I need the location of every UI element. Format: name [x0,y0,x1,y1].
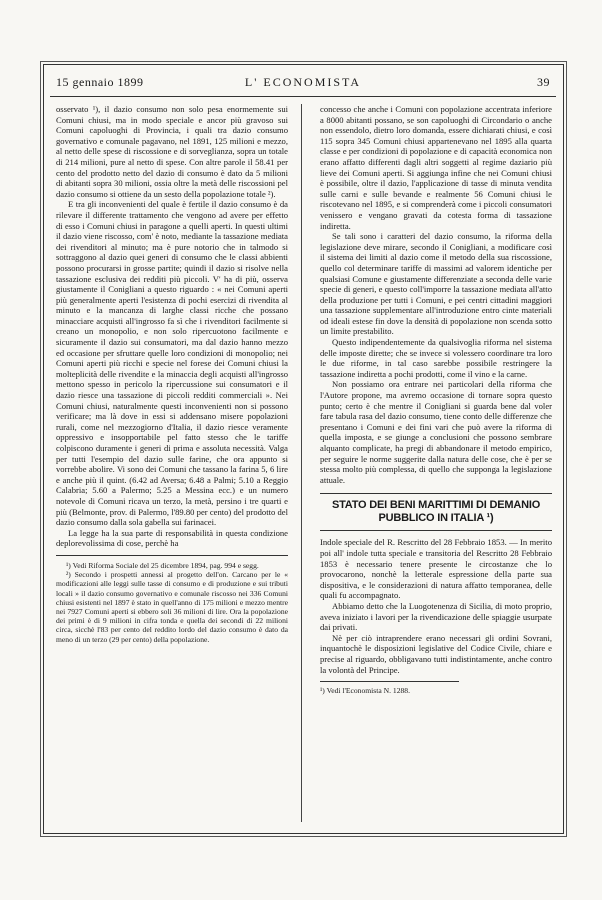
page-header [56,75,550,93]
left-paragraph: osservato ¹), il dazio consumo non solo pesa enormemente sui Comuni chiusi, ma in modo speciale e ancor più gravoso sui Comuni capoluoghi di Provincia, i quali tra dazio consumo governativo e comunale pagavano, nel 1891, 125 milioni e mezzo, al netto delle spese di riscossione e di sorveglianza, sopra un totale di 214 milioni, pure al netto di spese. Con altre parole il 58.41 per cento del prodotto netto del dazio di consumo è dato da 5 milioni di abitanti sopra 30 milioni, ossia oltre la metà delle riscossioni pel dazio consumo si ottiene da un sesto della popolazione totale ²). [56,104,288,199]
right-footnote: ¹) Vedi l'Economista N. 1288. [320,681,459,695]
right-paragraph: concesso che anche i Comuni con popolazione accentrata inferiore a 8000 abitanti possano, se son capoluoghi di Circondario o anche non essendolo, dietro loro domanda, essere dichiarati chiusi, e così 115 sopra 345 Comuni chiusi appartenevano nel 1895 alla quarta classe e per condizioni di popolazione e di capacità economica non erano affatto differenti dagli altri soggetti al regime daziario più lieve dei Comuni aperti. Si aggiunga infine che nei Comuni chiusi è possibile, oltre il dazio, l'applicazione di tasse di minuta vendita sulle carni e sulle bevande e realmente 56 Comuni chiusi le riscotevano nel 1895, e si comprenderà come i piccoli consumatori venissero e vengano gravati da cotesta forma di tassazione indiretta. [320,104,552,231]
left-paragraph: E tra gli inconvenienti del quale è fertile il dazio consumo è da rilevare il differente trattamento che vengono ad avere per effetto di esso i Comuni chiusi in paragone a quelli aperti. In questi ultimi il dazio viene riscosso, com' è noto, mediante la tassazione mediata dei rivenditori al minuto; ma è pure notorio che in talmodo si sottraggono al dazio quei generi di consumo che le classi abbienti possono procurarsi in grosse partite; quindi il dazio si risolve nella tassazione esclusiva dei redditi più piccoli. V' ha di più, osserva giustamente il Conigliani a questo riguardo : « nei Comuni aperti più generalmente aperti l'esistenza di pochi esercizi di rivendita al minuto e la mancanza di larghe classi ricche che possano minacciare acquisti all'ingrosso fa sì che i rivenditori facilmente si creano un monopolio, e non solo ripercuotono facilmente e sicuramente il dazio sui consumatori, ma dal dazio hanno mezzo ed occasione per sfruttare quelle loro condizioni di monopolio; nei Comuni aperti più ricchi e specie nel forese dei Comuni chiusi la molteplicità delle rivendite e la minaccia degli acquisti all'ingrosso mettono spesso in pericolo la ripercussione sui consumatori e il dazio riesce una tassazione di piccoli redditi commerciali ». Nei Comuni chiusi, naturalmente questi inconvenienti non si possono verificare; ma là dove in essi si addensano misere popolazioni rurali, come nel mezzogiorno d'Italia, il dazio riesce veramente oppressivo e insopportabile pel fatto stesso che le tariffe colpiscono duramente i generi di prima e assoluta necessità. Valga per tutti l'esempio del dazio sulle farine, che ora appunto si vorrebbe abolire. Vi sono dei Comuni che tassano la farina 5, 6 lire e anche più il quint. (6.42 ad Aversa; 6.48 a Palmi; 5.10 a Reggio Calabria; 5.60 a Palermo; 5.25 a Messina ecc.) e un numero notevole di Comuni ricava un terzo, la metà, persino i tre quarti e più (Belmonte, prov. di Palermo, l'89.80 per cento) del prodotto del dazio consumo dalla sola gabella sui farinacei. [56,199,288,528]
journal-title: L' ECONOMISTA [244,75,362,89]
section-paragraph: Abbiamo detto che la Luogotenenza di Sicilia, di moto proprio, aveva iniziato i lavori per la rivendicazione delle spiaggie usurpate dai privati. [320,600,552,633]
section-title: STATO DEI BENI MARITTIMI DI DEMANIO PUBBLICO IN ITALIA ¹) [320,493,552,531]
left-paragraph: La legge ha la sua parte di responsabilità in questa condizione deplorevolissima di cose, perchè ha [56,527,288,549]
right-paragraph: Se tali sono i caratteri del dazio consumo, la riforma della legislazione deve mirare, secondo il Conigliani, a modificare così il sistema dei limiti al dazio come il metodo della sua riscossione, quello col determinare tariffe di massimi ad valorem identiche per qualsiasi Comune e giustamente differenziate a seconda delle varie specie di generi, e questo coll'imporre la tassazione mediata all'atto della produzione per tutti i Comuni, e pei centri cittadini maggiori una tassazione supplementare all'introduzione entro cinte materiali od ideali estese fin dove la densità di popolazione non scenda sotto un limite prestabilito. [320,231,552,337]
section-paragraph: Nè per ciò intraprendere erano necessari gli ordini Sovrani, inquantochè le disposizioni legislative del Codice Civile, chiare e precise al riguardo, obbligavano tutti indistintamente, anche contro la volontà del Principe. [320,632,552,675]
page-number: 39 [537,75,550,89]
left-column [56,104,288,644]
column-divider [301,104,302,822]
left-footnotes [56,555,288,644]
footnote: ²) Secondo i prospetti annessi al progetto dell'on. Carcano per le « modificazioni alle leggi sulle tasse di consumo e di produzione e sui tributi locali » il dazio consumo governativo e comunale riscosso nei 336 Comuni chiusi esistenti nel 1897 è stato in quell'anno di 175 milioni e mezzo mentre nei 7927 Comuni aperti si ebbero soli 36 milioni di lire. Ora la popolazione dei primi è di 9 milioni in cifra tonda e quella dei secondi di 22 milioni circa, sicchè l'83 per cento del reddito lordo del dazio consumo è dato da meno di un terzo (29 per cento) della popolazione. [56,570,288,644]
header-rule [50,96,556,97]
right-paragraph: Non possiamo ora entrare nei particolari della riforma che l'Autore propone, ma avremo occasione di tornare sopra questo punto; certo è che mentre il Conigliani si guarda bene dal voler fare tabula rasa del dazio consumo, tiene conto delle differenze che presentano i Comuni e dei fini vari che può avere la riforma di quella imposta, e se giunge a conclusioni che possono sembrare alquanto complicate, ha pregi di abbandonare il metodo empirico, per seguire le norme suggerite dalla natura delle cose, che è per se stessa molto più complessa, di quello che supponga la legislazione attuale. [320,379,552,485]
right-paragraph: Questo indipendentemente da qualsivoglia riforma nel sistema delle imposte dirette; che se invece si volessero coordinare tra loro le due riforme, in tal caso sarebbe possibile restringere la tassazione indiretta a pochi prodotti, come il vino e la carne. [320,337,552,379]
header-date: 15 gennaio 1899 [56,75,144,89]
right-column [320,104,552,695]
section-paragraph: Indole speciale del R. Rescritto del 28 Febbraio 1853. — In merito poi all' indole tutta speciale e transitoria del Rescritto 28 Febbraio 1853 è necessario tenere presente le circostanze che lo provocarono, nonchè la letterale espressione della parte sua dispositiva, e le considerazioni di natura affatto temporanea, delle quali fu accompagnato. [320,537,552,601]
footnote: ¹) Vedi Riforma Sociale del 25 dicembre 1894, pag. 994 e segg. [66,560,259,570]
